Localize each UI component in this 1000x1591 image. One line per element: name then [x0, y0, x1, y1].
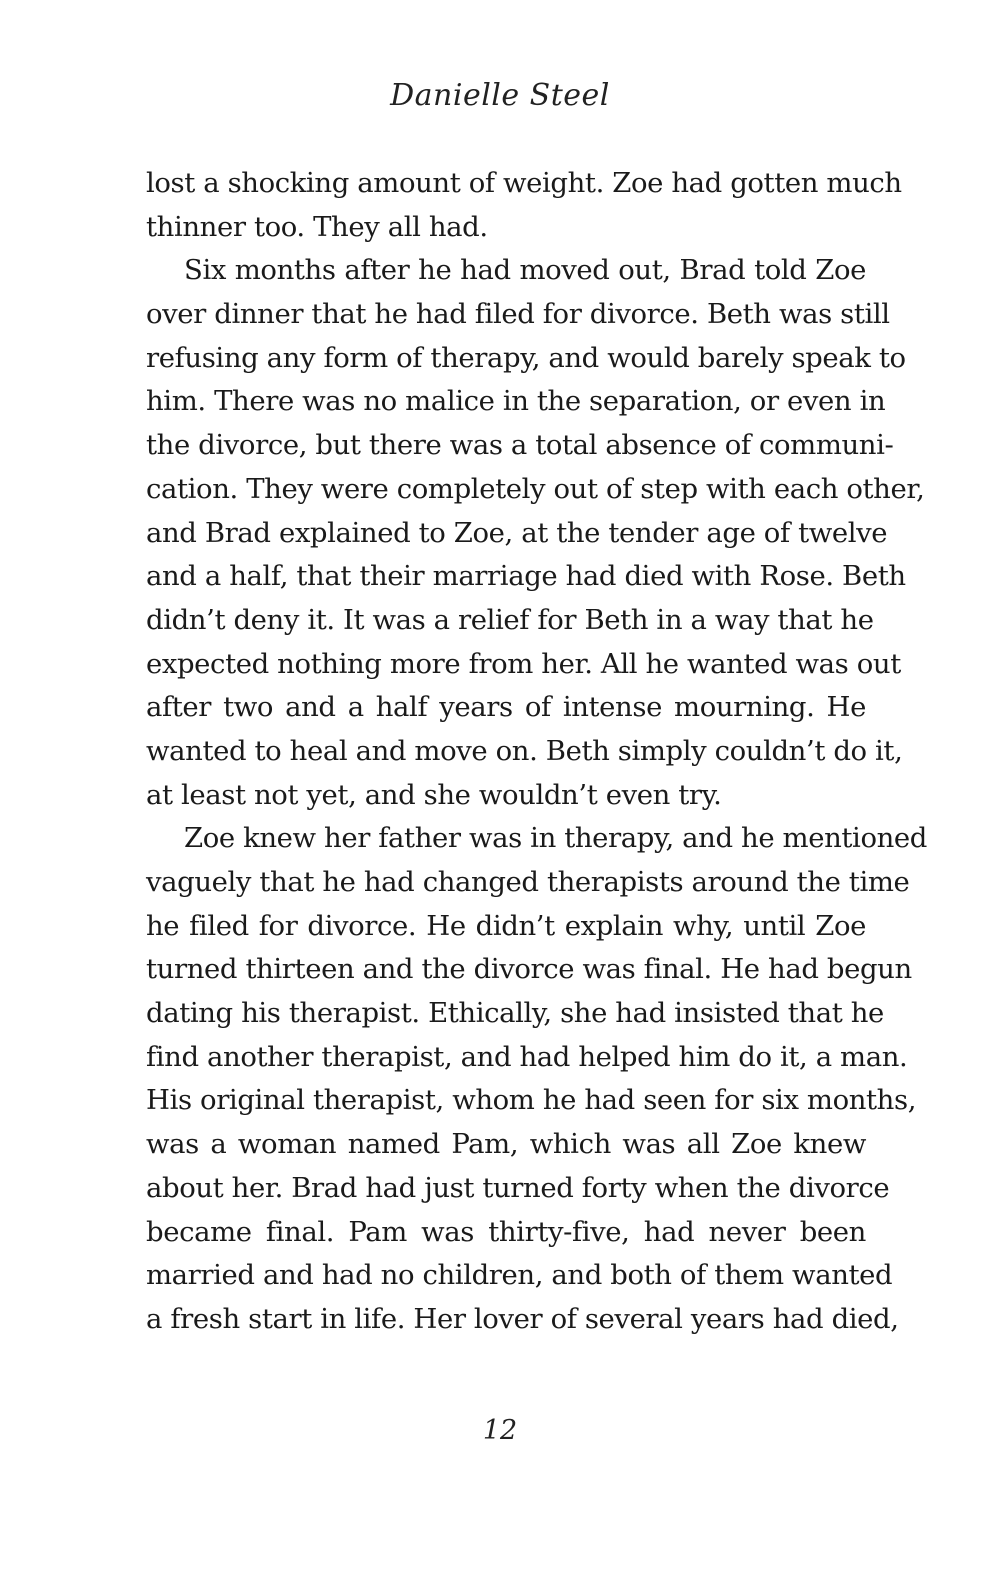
text-line: over dinner that he had filed for divorce. Beth was still — [146, 298, 890, 331]
text-line: married and had no children, and both of them wanted — [146, 1259, 893, 1292]
text-line: vaguely that he had changed therapists around the time — [146, 866, 910, 898]
text-line: wanted to heal and move on. Beth simply couldn’t do it, — [146, 734, 903, 767]
text-line: Zoe knew her father was in therapy, and he mentioned — [184, 822, 927, 855]
body-text — [146, 162, 927, 1342]
text-line: became final. Pam was thirty-five, had never been — [146, 1215, 866, 1248]
running-header-author: Danielle Steel — [390, 78, 610, 113]
text-line: a fresh start in life. Her lover of several years had died, — [146, 1302, 899, 1335]
text-line: at least not yet, and she wouldn’t even try. — [146, 778, 722, 811]
text-line: His original therapist, whom he had seen for six months, — [146, 1084, 917, 1117]
text-line: was a woman named Pam, which was all Zoe knew — [146, 1128, 866, 1161]
text-line: lost a shocking amount of weight. Zoe had gotten much — [146, 167, 902, 199]
text-line: he filed for divorce. He didn’t explain why, until Zoe — [146, 909, 866, 942]
text-line: dating his therapist. Ethically, she had insisted that he — [146, 997, 884, 1030]
text-line: didn’t deny it. It was a relief for Beth in a way that he — [146, 603, 874, 636]
text-line: Six months after he had moved out, Brad told Zoe — [184, 254, 866, 287]
text-line: turned thirteen and the divorce was final. He had begun — [146, 953, 912, 986]
text-line: and Brad explained to Zoe, at the tender age of twelve — [146, 516, 888, 549]
text-line: about her. Brad had just turned forty when the divorce — [146, 1171, 890, 1204]
text-line: after two and a half years of intense mourning. He — [146, 691, 866, 724]
text-line: thinner too. They all had. — [146, 210, 488, 243]
text-line: the divorce, but there was a total absence of communi- — [146, 429, 894, 462]
page-number: 12 — [482, 1415, 518, 1446]
text-line: him. There was no malice in the separation, or even in — [146, 385, 886, 418]
text-line: cation. They were completely out of step with each other, — [146, 472, 925, 505]
text-line: find another therapist, and had helped him do it, a man. — [146, 1040, 908, 1073]
text-line: refusing any form of therapy, and would barely speak to — [146, 341, 906, 374]
text-line: and a half, that their marriage had died with Rose. Beth — [146, 560, 906, 593]
text-line: expected nothing more from her. All he wanted was out — [146, 647, 901, 680]
